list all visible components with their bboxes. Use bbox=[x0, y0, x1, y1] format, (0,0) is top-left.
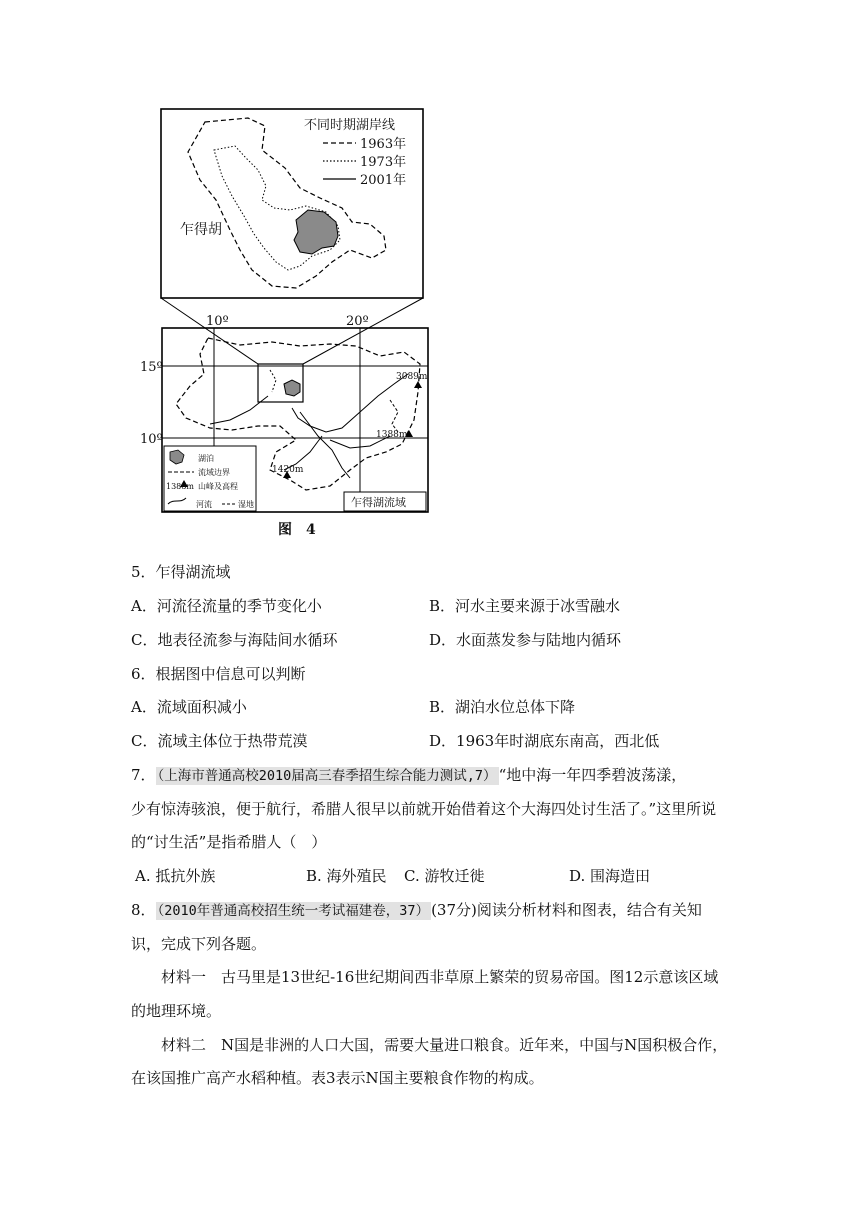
q6-option-a: A．流域面积减小 bbox=[131, 698, 247, 716]
inset-lake-name: 乍得胡 bbox=[180, 222, 222, 238]
q8-material1-line2: 的地理环境。 bbox=[131, 1002, 222, 1020]
q8-line1 bbox=[131, 900, 702, 921]
legend-1973: 1973年 bbox=[360, 155, 407, 170]
peak-label-1388-east: 1388m bbox=[376, 430, 408, 440]
legend-1963: 1963年 bbox=[360, 137, 407, 152]
q7-option-a: A. 抵抗外族 bbox=[135, 867, 216, 885]
legend-wetland: 湿地 bbox=[238, 500, 254, 509]
q7-line1 bbox=[131, 765, 686, 786]
figure-4-map bbox=[0, 0, 860, 545]
q8-material2-line2: 在该国推广高产水稻种植。表3表示N国主要粮食作物的构成。 bbox=[131, 1069, 544, 1087]
wetland-north bbox=[270, 370, 276, 392]
q7-option-d: D. 围海造田 bbox=[569, 867, 651, 885]
peak-label-1420: 1420m bbox=[272, 465, 304, 475]
figure-caption: 图 4 bbox=[278, 522, 316, 538]
lon-10: 10º bbox=[206, 314, 229, 329]
q5-option-a: A．河流径流量的季节变化小 bbox=[131, 597, 322, 615]
q8-material1-line1: 材料一 古马里是13世纪-16世纪期间西非草原上繁荣的贸易帝国。图12示意该区域 bbox=[161, 968, 719, 986]
q8-material2-line1: 材料二 N国是非洲的人口大国，需要大量进口粮食。近年来，中国与N国积极合作， bbox=[161, 1036, 728, 1054]
q7-option-b: B. 海外殖民 bbox=[306, 867, 387, 885]
river-1 bbox=[292, 374, 408, 432]
lon-20: 20º bbox=[346, 314, 369, 329]
q5-option-d: D．水面蒸发参与陆地内循环 bbox=[429, 631, 622, 649]
inset-legend-title: 不同时期湖岸线 bbox=[304, 118, 396, 133]
lake-main bbox=[284, 380, 300, 396]
river-4 bbox=[210, 396, 268, 424]
legend-lake: 湖泊 bbox=[198, 454, 214, 463]
legend-peak-elev: 1388m bbox=[166, 482, 194, 491]
q5-option-c: C．地表径流参与海陆间水循环 bbox=[131, 631, 338, 649]
q6-option-c: C．流域主体位于热带荒漠 bbox=[131, 732, 308, 750]
q8-number: 8． bbox=[131, 901, 156, 919]
q7-line2: 少有惊涛骇浪，便于航行，希腊人很早以前就开始借着这个大海四处讨生活了。”这里所说 bbox=[131, 800, 717, 818]
q7-line3: 的“讨生活”是指希腊人（ ） bbox=[131, 833, 327, 851]
basin-label: 乍得湖流域 bbox=[351, 496, 406, 509]
shoreline-1963-inset bbox=[188, 118, 386, 288]
q8-source: （2010年普通高校招生统一考试福建卷，37） bbox=[157, 903, 430, 919]
q5-option-b: B．河水主要来源于冰雪融水 bbox=[429, 597, 621, 615]
q5-stem: 5．乍得湖流域 bbox=[131, 563, 231, 581]
q8-line2: 识，完成下列各题。 bbox=[131, 935, 267, 953]
q6-option-d: D．1963年时湖底东南高，西北低 bbox=[429, 732, 660, 750]
wetland-east bbox=[390, 400, 398, 432]
peak-3089 bbox=[414, 381, 422, 388]
lat-10: 10º bbox=[140, 432, 163, 447]
lat-15: 15º bbox=[140, 360, 163, 375]
q7-number: 7． bbox=[131, 766, 156, 784]
lake-2001-inset bbox=[294, 210, 338, 254]
q7-source: （上海市普通高校2010届高三春季招生综合能力测试,7） bbox=[157, 768, 497, 784]
q7-option-c: C. 游牧迁徙 bbox=[404, 867, 485, 885]
legend-boundary: 流域边界 bbox=[198, 468, 230, 477]
legend-peak: 山峰及高程 bbox=[198, 482, 238, 491]
shoreline-1973-inset bbox=[214, 146, 340, 270]
q7-stem-start: “地中海一年四季碧波荡漾， bbox=[498, 766, 687, 784]
q6-stem: 6．根据图中信息可以判断 bbox=[131, 665, 306, 683]
legend-2001: 2001年 bbox=[360, 173, 407, 188]
peak-label-3089: 3089m bbox=[396, 372, 428, 382]
q6-option-b: B．湖泊水位总体下降 bbox=[429, 698, 576, 716]
q8-stem-start: (37分)阅读分析材料和图表，结合有关知 bbox=[431, 901, 702, 919]
legend-river: 河流 bbox=[196, 500, 212, 509]
